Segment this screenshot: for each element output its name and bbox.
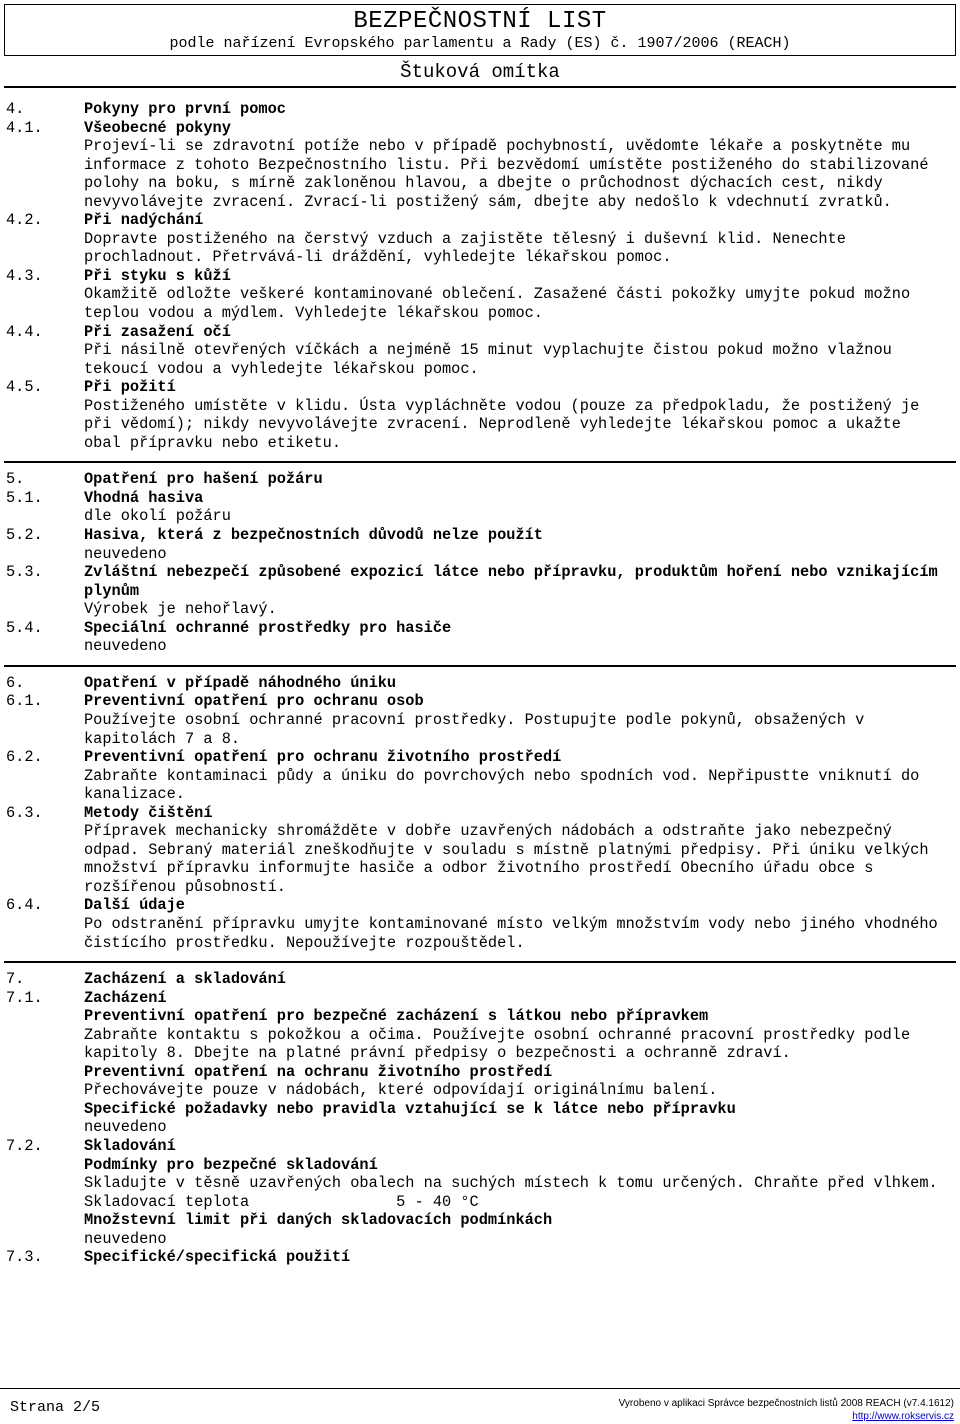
section-number: 6.2. (6, 748, 43, 767)
section-row (0, 1174, 960, 1193)
section-row (0, 674, 960, 693)
section-heading: Při nadýchání (84, 211, 204, 230)
section-row (0, 896, 960, 915)
section-row (0, 507, 960, 526)
section-heading: Opatření pro hašení požáru (84, 470, 323, 489)
section-text: Postiženého umístěte v klidu. Ústa vypláchněte vodou (pouze za předpokladu, že postižený je při vědomí); nikdy nevyvolávejte zvracení. Neprodleně vyhledejte lékařskou pomoc a ukažte obal přípravku nebo etiketu. (84, 396, 929, 452)
section-row (0, 526, 960, 545)
section-row (0, 1100, 960, 1119)
section-row (0, 1211, 960, 1230)
section-number: 7.3. (6, 1248, 43, 1267)
section-row (0, 711, 960, 748)
section-row (0, 804, 960, 823)
section-number: 6.1. (6, 692, 43, 711)
section-heading: Zacházení a skladování (84, 970, 286, 989)
section-gap (0, 463, 960, 470)
section-text: dle okolí požáru (84, 507, 231, 526)
section-row (0, 1118, 960, 1137)
section-row (0, 915, 960, 952)
section-text: Přechovávejte pouze v nádobách, které odpovídají originálnímu balení. (84, 1081, 718, 1100)
section-text: Okamžitě odložte veškeré kontaminované oblečení. Zasažené části pokožky umyjte pokud možno teplou vodou a mýdlem. Vyhledejte lékařskou pomoc. (84, 285, 920, 323)
section-row (0, 137, 960, 211)
section-heading: Speciální ochranné prostředky pro hasiče (84, 618, 452, 637)
section-block (0, 470, 960, 655)
section-row (0, 1063, 960, 1082)
section-row (0, 748, 960, 767)
section-text: Projeví-li se zdravotní potíže nebo v případě pochybností, uvědomte lékaře a poskytněte mu informace z tohoto Bezpečnostního listu. Při bezvědomí umístěte postiženého do stabilizované polohy na boku, s mírně zakloněnou hlavou, a dbejte o průchodnost dýchacích cest, nikdy nevyvolávejte zvracení. Zvrací-li postižený sám, dbejte aby nedošlo k vdechnutí zvratků. (84, 137, 938, 211)
section-row (0, 545, 960, 564)
section-row (0, 1156, 960, 1175)
section-gap (0, 656, 960, 665)
generator-text: Vyrobeno v aplikaci Správce bezpečnostních listů 2008 REACH (v7.4.1612) (618, 1398, 954, 1409)
section-number: 5. (6, 470, 25, 489)
section-text: Zabraňte kontaktu s pokožkou a očima. Používejte osobní ochranné pracovní prostředky podle kapitoly 8. Dbejte na platné právní předpisy o bezpečnosti a ochranně zdraví. (84, 1025, 920, 1063)
section-row (0, 1230, 960, 1249)
section-row (0, 1026, 960, 1063)
section-number: 5.3. (6, 563, 43, 582)
section-row (0, 563, 960, 600)
section-heading: Opatření v případě náhodného úniku (84, 673, 397, 692)
section-row (0, 619, 960, 638)
section-block (0, 970, 960, 1267)
section-text: Při násilně otevřených víčkách a nejméně 15 minut vyplachujte čistou pokud možno vlažnou tekoucí vodou a vyhledejte lékařskou pomoc. (84, 341, 901, 378)
section-heading: Pokyny pro první pomoc (84, 100, 286, 118)
section-heading: Množstevní limit při daných skladovacích podmínkách (84, 1211, 553, 1230)
section-row (0, 692, 960, 711)
section-row (0, 767, 960, 804)
section-heading: Preventivní opatření pro bezpečné zacházení s látkou nebo přípravkem (84, 1007, 709, 1026)
product-name: Štuková omítka (400, 61, 560, 83)
section-text: neuvedeno (84, 637, 167, 656)
section-row (0, 397, 960, 453)
section-gap (0, 452, 960, 461)
section-heading: Preventivní opatření na ochranu životního prostředí (84, 1062, 553, 1081)
section-text: Používejte osobní ochranné pracovní prostředky. Postupujte podle pokynů, obsažených v kapitolách 7 a 8. (84, 710, 874, 748)
header-rule (4, 86, 956, 88)
section-number: 7. (6, 970, 25, 989)
section-number: 6. (6, 673, 25, 692)
section-row (0, 230, 960, 267)
section-row (0, 970, 960, 989)
section-number: 6.3. (6, 803, 43, 822)
section-number: 5.4. (6, 618, 43, 637)
section-number: 5.1. (6, 488, 43, 507)
section-heading: Preventivní opatření pro ochranu osob (84, 692, 424, 711)
document-title: BEZPEČNOSTNÍ LIST (353, 8, 607, 35)
section-text: neuvedeno (84, 1229, 167, 1248)
section-heading: Specifické požadavky nebo pravidla vztahující se k látce nebo přípravku (84, 1099, 736, 1118)
generator-note (619, 1397, 954, 1423)
section-block (0, 674, 960, 952)
section-row (0, 1007, 960, 1026)
section-heading: Metody čištění (84, 803, 213, 822)
section-heading: Hasiva, která z bezpečnostních důvodů nelze použít (84, 526, 543, 545)
section-row (0, 489, 960, 508)
section-row (0, 989, 960, 1008)
section-number: 4.2. (6, 211, 43, 230)
section-row (0, 267, 960, 286)
section-text: Skladovací teplota 5 - 40 °C (84, 1192, 479, 1211)
document-body (0, 100, 960, 1267)
section-number: 7.1. (6, 988, 43, 1007)
section-gap (0, 963, 960, 970)
section-heading: Specifické/specifická použití (84, 1248, 351, 1267)
section-number: 4.5. (6, 378, 43, 397)
section-block (0, 100, 960, 452)
section-number: 4.4. (6, 322, 43, 341)
section-row (0, 1248, 960, 1267)
section-text: Dopravte postiženého na čerstvý vzduch a zajistěte tělesný i duševní klid. Nenechte prochladnout. Přetrvává-li dráždění, vyhledejte lékařskou pomoc. (84, 229, 856, 267)
section-heading: Skladování (84, 1136, 176, 1155)
section-row (0, 1081, 960, 1100)
section-row (0, 637, 960, 656)
section-number: 4.3. (6, 266, 43, 285)
section-row (0, 378, 960, 397)
section-gap (0, 952, 960, 961)
section-row (0, 100, 960, 119)
section-text: neuvedeno (84, 1118, 167, 1137)
section-text: Zabraňte kontaminaci půdy a úniku do povrchových nebo spodních vod. Nepřipustte vniknutí do kanalizace. (84, 766, 929, 804)
section-text: Skladujte v těsně uzavřených obalech na suchých místech k tomu určených. Chraňte před vlhkem. (84, 1174, 938, 1193)
section-heading: Zvláštní nebezpečí způsobené expozicí látce nebo přípravku, produktům hoření nebo vznikajícím plynům (84, 563, 947, 600)
section-text: neuvedeno (84, 544, 167, 563)
section-row (0, 600, 960, 619)
section-number: 7.2. (6, 1136, 43, 1155)
section-heading: Při styku s kůží (84, 266, 231, 285)
section-text: Výrobek je nehořlavý. (84, 600, 277, 619)
section-row (0, 119, 960, 138)
section-row (0, 822, 960, 896)
section-row (0, 1137, 960, 1156)
section-heading: Všeobecné pokyny (84, 118, 231, 137)
section-row (0, 1193, 960, 1212)
section-heading: Další údaje (84, 896, 185, 915)
section-number: 5.2. (6, 526, 43, 545)
section-heading: Podmínky pro bezpečné skladování (84, 1155, 378, 1174)
section-heading: Vhodná hasiva (84, 488, 204, 507)
section-number: 4.1. (6, 118, 43, 137)
generator-link[interactable]: http://www.rokservis.cz (852, 1411, 954, 1422)
section-row (0, 341, 960, 378)
section-number: 4. (6, 100, 25, 118)
section-row (0, 285, 960, 322)
section-number: 6.4. (6, 896, 43, 915)
document-header (4, 4, 956, 56)
page-number: Strana 2/5 (10, 1399, 101, 1416)
section-heading: Při požití (84, 378, 176, 397)
regulation-line: podle nařízení Evropského parlamentu a Rady (ES) č. 1907/2006 (REACH) (169, 35, 791, 52)
section-row (0, 323, 960, 342)
section-text: Po odstranění přípravku umyjte kontaminované místo velkým množstvím vody nebo jiného vhodného čistícího prostředku. Nepoužívejte rozpouštědel. (84, 914, 947, 952)
section-text: Přípravek mechanicky shromážděte v dobře uzavřených nádobách a odstraňte jako nebezpečný odpad. Sebraný materiál zneškodňujte v souladu s místně platnými předpisy. Při úniku velkých množství přípravku informujte hasiče a odbor životního prostředí Obecního úřadu obce s rozšířenou působností. (84, 822, 938, 896)
section-heading: Při zasažení očí (84, 322, 231, 341)
section-gap (0, 667, 960, 674)
page-footer (0, 1388, 960, 1424)
section-heading: Zacházení (84, 988, 167, 1007)
section-heading: Preventivní opatření pro ochranu životního prostředí (84, 748, 562, 767)
section-row (0, 211, 960, 230)
section-row (0, 470, 960, 489)
